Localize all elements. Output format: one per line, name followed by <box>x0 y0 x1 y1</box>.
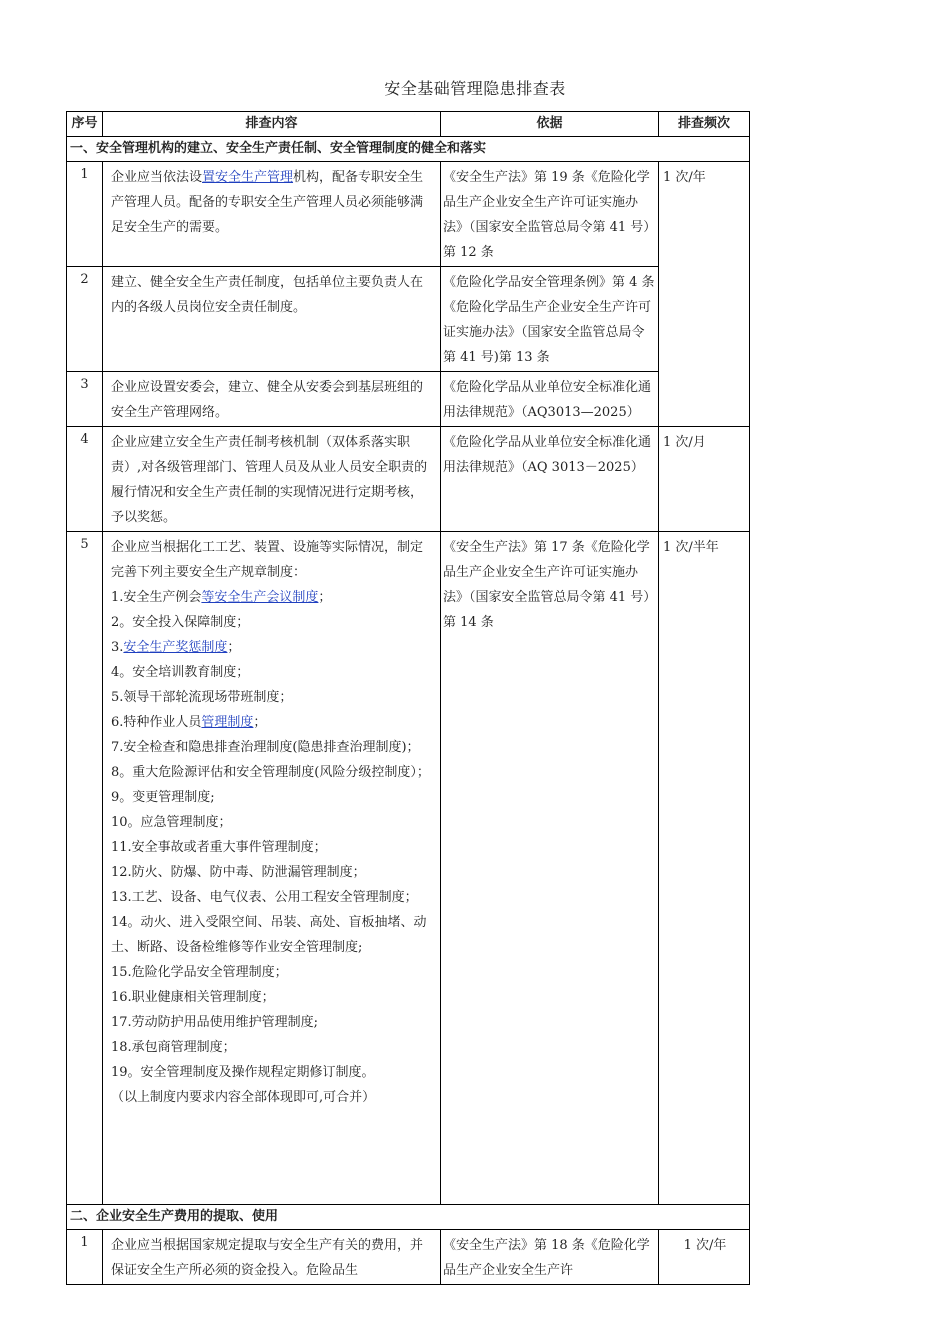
list-item: 5.领导干部轮流现场带班制度； <box>111 690 293 705</box>
hyperlink[interactable]: 置安全生产管理 <box>202 170 294 185</box>
hyperlink[interactable]: 等安全生产会议制度 <box>201 590 319 605</box>
list-item: 1.安全生产例会等安全生产会议制度； <box>111 590 332 605</box>
list-item: 2。安全投入保障制度； <box>111 615 250 630</box>
header-content: 排查内容 <box>103 112 441 137</box>
page-title: 安全基础管理隐患排查表 <box>384 79 566 98</box>
list-item: 18.承包商管理制度； <box>111 1040 236 1055</box>
row-basis: 《危险化学品安全管理条例》第 4 条《危险化学品生产企业安全生产许可证实施办法》（国家安全监管总局令第 41 号)第 13 条 <box>441 267 659 372</box>
header-no: 序号 <box>67 112 103 137</box>
row-number: 5 <box>67 532 103 1205</box>
list-item: 16.职业健康相关管理制度； <box>111 990 275 1005</box>
row-number: 1 <box>67 1230 103 1285</box>
row-basis: 《安全生产法》第 18 条《危险化学品生产企业安全生产许 <box>441 1230 659 1285</box>
section-heading: 二、企业安全生产费用的提取、使用 <box>67 1205 750 1230</box>
table-row <box>67 1230 750 1285</box>
list-item: 4。安全培训教育制度； <box>111 665 250 680</box>
list-item: 8。重大危险源评估和安全管理制度(风险分级控制度）； <box>111 765 430 780</box>
list-item: 9。变更管理制度; <box>111 790 215 805</box>
table-row <box>67 162 750 267</box>
row-basis: 《安全生产法》第 17 条《危险化学品生产企业安全生产许可证实施办法》（国家安全监管总局令第 41 号）第 14 条 <box>441 532 659 1205</box>
row-number: 1 <box>67 162 103 267</box>
inspection-table <box>66 111 750 1285</box>
row-number: 3 <box>67 372 103 427</box>
row-content: 企业应当根据化工工艺、装置、设施等实际情况，制定完善下列主要安全生产规章制度： 1.安全生产例会等安全生产会议制度； 2。安全投入保障制度； 3.安全生产奖惩制度； 4。安全培训教育制度； 5.领导干部轮流现场带班制度； 6.特种作业人员管理制度； 7.安全检查和隐患排查治理制度(隐患排查治理制度)； 8。重大危险源评估和安全管理制度(风险分级控制度）； 9。变更管理制度; 10。应急管理制度； 11.安全事故或者重大事件管理制度； 12.防火、防爆、防中毒、防泄漏管理制度； 13.工艺、设备、电气仪表、公用工程安全管理制度； 14。动火、进入受限空间、吊装、高处、盲板抽堵、动土、断路、设备检维修等作业安全管理制度; 15.危险化学品安全管理制度； 16.职业健康相关管理制度； 17.劳动防护用品使用维护管理制度; 18.承包商管理制度； 19。安全管理制度及操作规程定期修订制度。 （以上制度内要求内容全部体现即可,可合并） <box>103 532 441 1205</box>
row-frequency: 1 次/月 <box>659 427 750 532</box>
list-item: 3.安全生产奖惩制度； <box>111 640 241 655</box>
list-item: 12.防火、防爆、防中毒、防泄漏管理制度； <box>111 865 366 880</box>
table-row <box>67 532 750 1205</box>
row-number: 4 <box>67 427 103 532</box>
section-row <box>67 1205 750 1230</box>
hyperlink[interactable]: 安全生产奖惩制度 <box>123 640 228 655</box>
row-content: 企业应当根据国家规定提取与安全生产有关的费用，并保证安全生产所必须的资金投入。危险品生 <box>103 1230 441 1285</box>
table-row <box>67 267 750 372</box>
row-content: 企业应建立安全生产责任制考核机制（双体系落实职责）,对各级管理部门、管理人员及从业人员安全职责的履行情况和安全生产责任制的实现情况进行定期考核，予以奖惩。 <box>103 427 441 532</box>
list-item: 17.劳动防护用品使用维护管理制度; <box>111 1015 319 1030</box>
header-frequency: 排查频次 <box>659 112 750 137</box>
hyperlink[interactable]: 管理制度 <box>201 715 254 730</box>
list-item: 14。动火、进入受限空间、吊装、高处、盲板抽堵、动土、断路、设备检维修等作业安全管理制度; <box>111 915 427 955</box>
row-frequency: 1 次/半年 <box>659 532 750 1205</box>
section-heading: 一、安全管理机构的建立、安全生产责任制、安全管理制度的健全和落实 <box>67 137 750 162</box>
list-item: 15.危险化学品安全管理制度； <box>111 965 288 980</box>
list-item: 11.安全事故或者重大事件管理制度； <box>111 840 327 855</box>
row-frequency: 1 次/年 <box>659 1230 750 1285</box>
list-item: 7.安全检查和隐患排查治理制度(隐患排查治理制度)； <box>111 740 420 755</box>
section-row <box>67 137 750 162</box>
list-item: 6.特种作业人员管理制度； <box>111 715 267 730</box>
row-content: 建立、健全安全生产责任制度，包括单位主要负责人在内的各级人员岗位安全责任制度。 <box>103 267 441 372</box>
row-frequency: 1 次/年 <box>659 162 750 427</box>
header-basis: 依据 <box>441 112 659 137</box>
row-basis: 《安全生产法》第 19 条《危险化学品生产企业安全生产许可证实施办法》（国家安全监管总局令第 41 号）第 12 条 <box>441 162 659 267</box>
list-item: 10。应急管理制度； <box>111 815 232 830</box>
table-row <box>67 427 750 532</box>
row-content: 企业应当依法设置安全生产管理机构，配备专职安全生产管理人员。配备的专职安全生产管理人员必须能够满足安全生产的需要。 <box>103 162 441 267</box>
table-row <box>67 372 750 427</box>
row-basis: 《危险化学品从业单位安全标准化通用法律规范》（AQ 3013－2025） <box>441 427 659 532</box>
row-content: 企业应设置安委会，建立、健全从安委会到基层班组的安全生产管理网络。 <box>103 372 441 427</box>
row-basis: 《危险化学品从业单位安全标准化通用法律规范》（AQ3013—2025） <box>441 372 659 427</box>
note: （以上制度内要求内容全部体现即可,可合并） <box>111 1090 376 1105</box>
table-header-row <box>67 112 750 137</box>
list-item: 13.工艺、设备、电气仪表、公用工程安全管理制度； <box>111 890 418 905</box>
row-number: 2 <box>67 267 103 372</box>
list-item: 19。安全管理制度及操作规程定期修订制度。 <box>111 1065 375 1080</box>
